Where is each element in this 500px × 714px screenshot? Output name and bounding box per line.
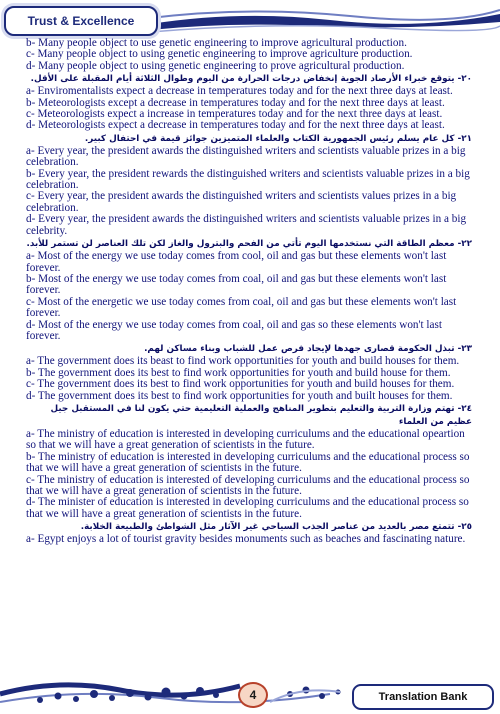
q24-option-b: b- The ministry of education is interested in developing curriculums and the educational process so that we will have a great generation of scientists in the future.	[26, 450, 470, 475]
q20-arabic-prompt: ٢٠- يتوقع خبراء الأرصاد الجوية إنخفاض درجات الحرارة من اليوم وطوال الثلاثة أيام المقبلة على الأقل.	[30, 74, 472, 85]
q20-option-c: c- Meteorologists expect a increase in temperatures today and for the next three days at least.	[26, 108, 443, 121]
q24-arabic-prompt: ٢٤- تهتم وزارة التربية والتعليم بتطوير المناهج والعملية التعليمية حتي يكون لنا في المستقبل جيل عظيم من العلماء	[50, 403, 472, 427]
q24-option-c: c- The ministry of education is interested of developing curriculums and the educational process so that we will have a great generation of scientists in the future.	[26, 473, 470, 497]
questions-content	[26, 38, 472, 546]
q21-option-c: c- Every year, the president awards the distinguished writers and scientists values prizes in a big celebration.	[26, 190, 457, 214]
footer-title-badge	[352, 684, 494, 710]
q21-option-d: d- Every year, the president awards the distinguished writers and scientists valuable prizes in a big celebrity.	[26, 213, 467, 237]
q20-option-d: d- Meteorologists expect a decrease in temperatures today and for the next three days at least.	[26, 119, 445, 132]
q20-option-a: a- Enviromentalists expect a decrease in temperatures today and for the next three days at least.	[26, 85, 453, 98]
footer-title: Translation Bank	[378, 691, 468, 703]
q21-option-a: a- Every year, the president awards the distinguished writers and scientists valuable prizes in a big celebration.	[26, 144, 466, 169]
q22-option-c: c- Most of the energetic we use today comes from coal, oil and gas but these elements won't last forever.	[26, 295, 457, 320]
q22-arabic-prompt: ٢٢- معظم الطاقة التي نستخدمها اليوم تأتي من الفحم والبترول والغاز لكن تلك العناصر لن تستمر للأبد.	[26, 239, 472, 250]
header-title: Trust & Excellence	[27, 14, 135, 28]
header-wave-decoration	[150, 8, 500, 34]
q24-option-d: d- The minister of education is interested in developing curriculums and the educational process so that we will have a great generation of scientists in the future.	[26, 496, 469, 520]
q23-arabic-prompt: ٢٣- تبذل الحكومة قصارى جهدها لإيجاد فرص عمل للشباب وبناء مساكن لهم.	[144, 344, 472, 355]
q19-option-d: d- Many people object to using genetic engineering to prove agricultural production.	[26, 59, 405, 72]
q22-option-a: a- Most of the energy we use today comes from cool, oil and gas but these elements won't last forever.	[26, 250, 447, 274]
q23-option-a: a- The government does its beast to find work opportunities for youth and build houses for them.	[26, 355, 460, 368]
q19-option-c: c- Many people object to using genetic engineering to improve agriculture production.	[26, 48, 413, 61]
q23-option-d: d- The government does its best to find work opportunities for youth and built houses for them.	[26, 389, 453, 402]
q22-option-b: b- Most of the energy we use today comes from coal, oil and gas but these elements won't last forever.	[26, 272, 447, 297]
page-number: 4	[249, 688, 257, 702]
q24-option-a: a- The ministry of education is interested in developing curriculums and the educational opeartion so that we will have a great generation of scientists in the future.	[26, 427, 465, 452]
q21-arabic-prompt: ٢١- كل عام يسلم رئيس الجمهورية الكتاب والعلماء المتميزين جوائز قيمة في احتفال كبير.	[84, 133, 472, 144]
q23-option-b: b- The government does its best to find work opportunities for youth and build house for them.	[26, 366, 451, 379]
page-number-badge	[238, 682, 268, 708]
q21-option-b: b- Every year, the president rewards the distinguished writers and scientists valuable prizes in a big celebration.	[26, 167, 470, 192]
page-header	[0, 0, 500, 40]
q19-option-b: b- Many people object to use genetic engineering to improve agricultural production.	[26, 37, 407, 49]
header-title-badge	[4, 6, 158, 36]
q25-option-a: a- Egypt enjoys a lot of tourist gravity besides monuments such as beaches and fascinating nature.	[26, 533, 466, 546]
q22-option-d: d- Most of the energy we use today comes from coal, oil and gas so these elements won't last forever.	[26, 318, 442, 342]
q23-option-c: c- The government does its best to find work opportunities for youth and build houses for them.	[26, 378, 455, 391]
q25-arabic-prompt: ٢٥- تتمتع مصر بالعديد من عناصر الجذب السياحي غير الآثار مثل الشواطئ والطبيعة الخلابة.	[80, 522, 472, 533]
q20-option-b: b- Meteorologists except a decrease in temperatures today and for the next three days at least.	[26, 96, 445, 109]
